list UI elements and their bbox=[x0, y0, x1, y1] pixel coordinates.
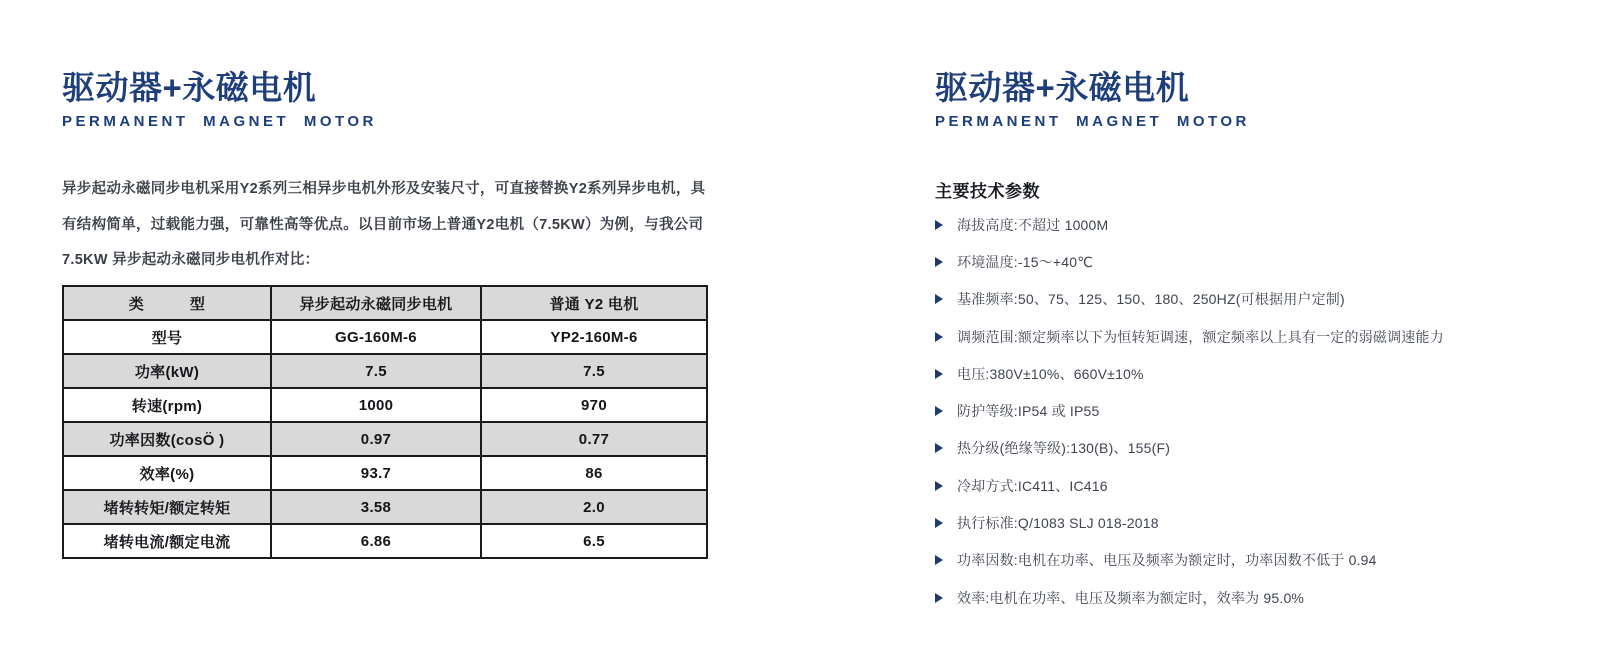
left-title-block bbox=[62, 70, 377, 130]
cell-value: 2.0 bbox=[481, 490, 707, 524]
intro-line: 7.5KW 异步起动永磁同步电机作对比： bbox=[62, 252, 320, 268]
triangle-bullet-icon bbox=[935, 332, 943, 342]
row-label: 堵转转矩/额定转矩 bbox=[63, 490, 271, 524]
spec-text: 功率因数:电机在功率、电压及频率为额定时，功率因数不低于 0.94 bbox=[957, 552, 1377, 569]
list-item bbox=[935, 430, 1444, 467]
spec-text: 环境温度:-15～+40℃ bbox=[957, 253, 1094, 270]
cell-value: 93.7 bbox=[271, 456, 481, 490]
spec-text: 热分级(绝缘等级):130(B)、155(F) bbox=[957, 440, 1171, 457]
list-item bbox=[935, 504, 1444, 541]
spec-text: 冷却方式:IC411、IC416 bbox=[957, 477, 1108, 494]
spec-list bbox=[935, 206, 1444, 616]
page-subtitle: PERMANENT MAGNET MOTOR bbox=[62, 113, 377, 131]
spec-text: 执行标准:Q/1083 SLJ 018-2018 bbox=[957, 515, 1159, 532]
intro-line: 有结构简单，过载能力强，可靠性高等优点。以目前市场上普通Y2电机（7.5KW）为例，与我公司 bbox=[62, 216, 704, 233]
list-item bbox=[935, 467, 1444, 504]
intro-paragraph bbox=[62, 172, 706, 279]
list-item bbox=[935, 542, 1444, 579]
table-row bbox=[63, 320, 707, 354]
list-item bbox=[935, 243, 1444, 280]
cell-value: YP2-160M-6 bbox=[481, 320, 707, 354]
spec-text: 海拔高度:不超过 1000M bbox=[957, 216, 1109, 233]
triangle-bullet-icon bbox=[935, 443, 943, 453]
cell-value: 7.5 bbox=[271, 354, 481, 388]
triangle-bullet-icon bbox=[935, 406, 943, 416]
spec-text: 调频范围:额定频率以下为恒转矩调速，额定频率以上具有一定的弱磁调速能力 bbox=[957, 328, 1444, 345]
row-label: 堵转电流/额定电流 bbox=[63, 524, 271, 558]
spec-text: 防护等级:IP54 或 IP55 bbox=[957, 403, 1100, 420]
row-label: 型号 bbox=[63, 320, 271, 354]
spec-text: 效率:电机在功率、电压及频率为额定时，效率为 95.0% bbox=[957, 589, 1305, 606]
cell-value: 970 bbox=[481, 388, 707, 422]
spec-text: 基准频率:50、75、125、150、180、250HZ(可根据用户定制) bbox=[957, 291, 1345, 308]
cell-value: 86 bbox=[481, 456, 707, 490]
intro-line: 异步起动永磁同步电机采用Y2系列三相异步电机外形及安装尺寸，可直接替换Y2系列异步电机，具 bbox=[62, 181, 706, 197]
list-item bbox=[935, 206, 1444, 243]
list-item bbox=[935, 318, 1444, 355]
page-title: 驱动器+永磁电机 bbox=[62, 69, 317, 106]
cell-value: GG-160M-6 bbox=[271, 320, 481, 354]
cell-value: 3.58 bbox=[271, 490, 481, 524]
list-item bbox=[935, 281, 1444, 318]
triangle-bullet-icon bbox=[935, 518, 943, 528]
triangle-bullet-icon bbox=[935, 369, 943, 379]
table-row bbox=[63, 456, 707, 490]
list-item bbox=[935, 392, 1444, 429]
triangle-bullet-icon bbox=[935, 257, 943, 267]
table-header-row bbox=[63, 286, 707, 320]
page-title: 驱动器+永磁电机 bbox=[935, 69, 1190, 106]
list-item bbox=[935, 355, 1444, 392]
row-label: 转速(rpm) bbox=[63, 388, 271, 422]
row-label: 功率(kW) bbox=[63, 354, 271, 388]
table-row bbox=[63, 354, 707, 388]
right-title-block bbox=[935, 70, 1250, 130]
cell-value: 6.5 bbox=[481, 524, 707, 558]
cell-value: 1000 bbox=[271, 388, 481, 422]
table-row bbox=[63, 524, 707, 558]
table-row bbox=[63, 490, 707, 524]
header-cell-y2-motor: 普通 Y2 电机 bbox=[481, 286, 707, 320]
cell-value: 6.86 bbox=[271, 524, 481, 558]
page-subtitle: PERMANENT MAGNET MOTOR bbox=[935, 113, 1250, 131]
table-row bbox=[63, 388, 707, 422]
cell-value: 0.97 bbox=[271, 422, 481, 456]
spec-text: 电压:380V±10%、660V±10% bbox=[957, 365, 1144, 382]
triangle-bullet-icon bbox=[935, 555, 943, 565]
header-cell-type: 类 型 bbox=[63, 286, 271, 320]
triangle-bullet-icon bbox=[935, 294, 943, 304]
triangle-bullet-icon bbox=[935, 593, 943, 603]
triangle-bullet-icon bbox=[935, 481, 943, 491]
section-heading: 主要技术参数 bbox=[935, 182, 1040, 201]
cell-value: 0.77 bbox=[481, 422, 707, 456]
comparison-table bbox=[62, 285, 708, 559]
header-cell-pm-motor: 异步起动永磁同步电机 bbox=[271, 286, 481, 320]
table-row bbox=[63, 422, 707, 456]
cell-value: 7.5 bbox=[481, 354, 707, 388]
row-label: 功率因数(cosÖ ) bbox=[63, 422, 271, 456]
triangle-bullet-icon bbox=[935, 220, 943, 230]
row-label: 效率(%) bbox=[63, 456, 271, 490]
list-item bbox=[935, 579, 1444, 616]
